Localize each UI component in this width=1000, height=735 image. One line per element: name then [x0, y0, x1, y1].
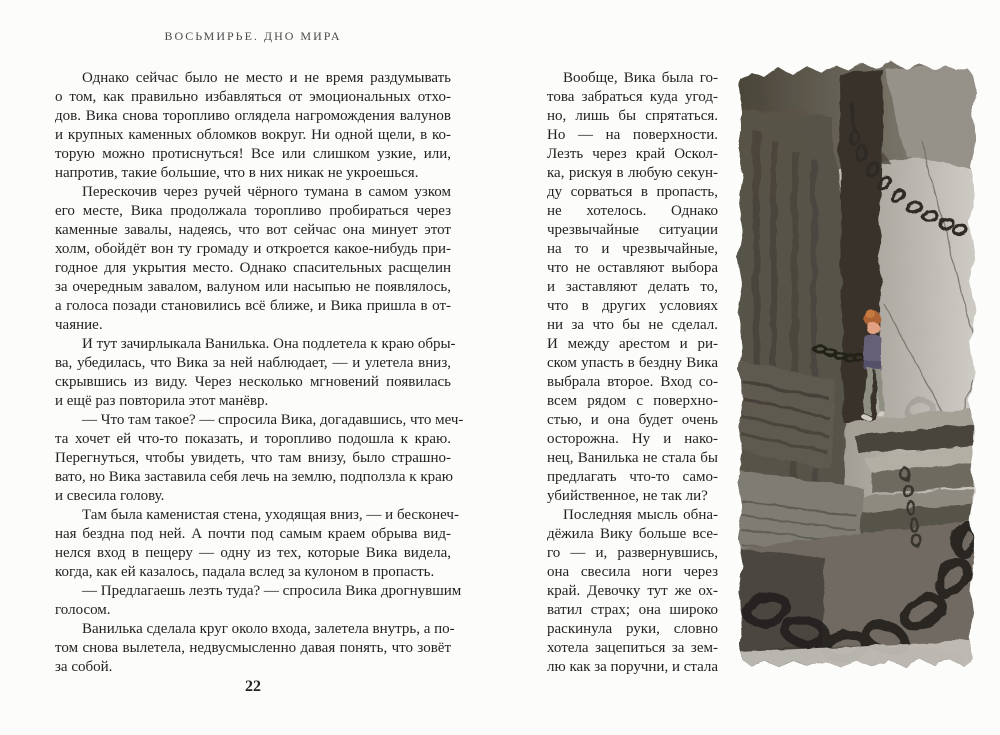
text-line: за собой.: [55, 659, 113, 675]
paragraph: [547, 69, 718, 506]
text-line: торую можно протиснуться! Все или слишком узкие, или,: [55, 146, 451, 162]
paragraph: [55, 69, 451, 183]
girl-foot: [877, 412, 886, 417]
text-line: и ещё раз повторила этот манёвр.: [55, 393, 269, 409]
paragraph: [55, 620, 455, 677]
text-line: стью, и она будет очень: [547, 412, 718, 428]
text-line: на то и чрезвычайные,: [547, 241, 718, 257]
text-line: нелся вход в пещеру — одну из тех, которые Вика видела,: [55, 545, 451, 561]
text-line: что не оставляют выбора: [547, 260, 718, 276]
text-line: убийственное, не так ли?: [547, 488, 708, 504]
text-line: раскинула руки, словно: [547, 621, 718, 637]
text-line: И тут зачирлыкала Ванилька. Она подлетела к краю обры-: [82, 336, 456, 352]
rock-streak: [753, 130, 760, 380]
girl-shirt: [864, 335, 882, 363]
text-line: ни за что бы не сделал.: [547, 317, 718, 333]
text-line: ка, рискуя в любую секун-: [547, 165, 718, 181]
text-line: не хотелось. Однако: [547, 203, 718, 219]
text-line: его месте, Вика продолжала торопливо пробираться через: [55, 203, 451, 219]
paragraph: [55, 411, 464, 506]
text-line: ватил страх; она широко: [547, 602, 718, 618]
text-line: и крупных каменных обломков вокруг. Ни одной щели, в ко-: [55, 127, 451, 143]
text-line: — Предлагаешь лезть туда? — спросила Вика дрогнувшим: [82, 583, 462, 599]
text-line: ду сорваться в пропасть,: [547, 184, 718, 200]
text-line: Лезть через край Оскол-: [547, 146, 718, 162]
text-line: чрезвычайные ситуации: [547, 222, 718, 238]
text-line: Перегнуться, чтобы увидеть, что там внизу, было страшно-: [55, 450, 451, 466]
text-line: — Что там такое? — спросила Вика, догадавшись, что меч-: [82, 412, 464, 428]
text-line: всем рядом с поверхно-: [547, 393, 718, 409]
text-line: предлагать что-то само-: [547, 469, 718, 485]
text-line: и заставляют делать то,: [547, 279, 718, 295]
text-line: Там была каменистая стена, уходящая вниз, — и бесконеч-: [82, 507, 459, 523]
text-line: о том, как правильно избавляться от эмоциональных отхо-: [55, 89, 451, 105]
text-line: нец, Ванилька не стала бы: [547, 450, 718, 466]
text-line: дёжила Вику больше все-: [547, 526, 718, 542]
text-line: Последняя мысль обна-: [563, 507, 718, 523]
text-line: чаяние.: [55, 317, 103, 333]
text-line: Вообще, Вика была го-: [563, 70, 718, 86]
paragraph: [55, 506, 459, 582]
text-line: ском упасть в бездну Вика: [547, 355, 718, 371]
text-line: И между арестом и ри-: [547, 336, 718, 352]
text-line: когда, как ей казалось, падала вслед за кулоном в пропасть.: [55, 564, 435, 580]
page-number: 22: [245, 678, 261, 695]
text-line: ная бездна под ней. А почти под самым краем обрыва вид-: [55, 526, 451, 542]
text-line: Однако сейчас было не место и не время раздумывать: [82, 70, 451, 86]
right-text-column: [547, 69, 718, 677]
text-line: хотела зацепиться за зем-: [547, 640, 718, 656]
text-line: Но — на поверхности.: [547, 127, 718, 143]
text-line: том снова вылетела, недвусмысленно давая понять, что зовёт: [55, 640, 451, 656]
text-line: напротив, такие большие, что в них никак не укроешься.: [55, 165, 419, 181]
illustration: [735, 50, 993, 695]
text-line: та хочет ей что-то показать, и торопливо подошла к краю.: [55, 431, 451, 447]
left-text-column: [55, 69, 464, 677]
paragraph: [55, 335, 456, 411]
text-line: лю как за поручни, и стала: [547, 659, 719, 675]
text-line: и свесила голову.: [55, 488, 165, 504]
text-line: осторожна. Ну и нако-: [547, 431, 718, 447]
text-line: что в других условиях: [547, 298, 718, 314]
text-line: голосом.: [55, 602, 111, 618]
text-line: за очередным завалом, валуном или насыпью не появлялось,: [55, 279, 451, 295]
girl-face: [867, 322, 880, 334]
text-line: край. Девочку тут же ох-: [547, 583, 718, 599]
text-line: но, лишь бы спрятаться.: [547, 108, 718, 124]
text-line: вато, но Вика заставила себя лечь на землю, подползла к краю: [55, 469, 453, 485]
text-line: ва, убедилась, что Вика за ней наблюдает, — и улетела вниз,: [55, 355, 451, 371]
paragraph: [55, 582, 462, 620]
text-line: го — и, развернувшись,: [547, 545, 718, 561]
paragraph: [55, 183, 451, 335]
text-line: дов. Вика снова торопливо оглядела нагромождения валунов: [55, 108, 451, 124]
text-line: годное для укрытия место. Однако спасительных расщелин: [55, 260, 451, 276]
paragraph: [547, 506, 718, 677]
text-line: а голоса позади становились всё ближе, и Вика пришла в от-: [55, 298, 451, 314]
cliff-illustration: [735, 50, 993, 695]
text-line: холм, обойдёт вон ту громаду и откроется какое-нибудь при-: [55, 241, 451, 257]
text-line: скрывшись из виду. Через несколько мгновений появилась: [55, 374, 451, 390]
girl-hair-highlight: [865, 310, 875, 318]
girl-foot: [862, 415, 871, 420]
text-line: това забраться куда угод-: [547, 89, 718, 105]
text-line: каменные завалы, надеясь, что вот сейчас она минует этот: [55, 222, 451, 238]
text-line: выбрала второе. Вход со-: [547, 374, 718, 390]
text-line: она свесила ноги через: [547, 564, 718, 580]
text-line: Ванилька сделала круг около входа, залетела внутрь, а по-: [82, 621, 455, 637]
text-line: Перескочив через ручей чёрного тумана в самом узком: [82, 184, 451, 200]
running-header: ВОСЬМИРЬЕ. ДНО МИРА: [164, 29, 342, 43]
